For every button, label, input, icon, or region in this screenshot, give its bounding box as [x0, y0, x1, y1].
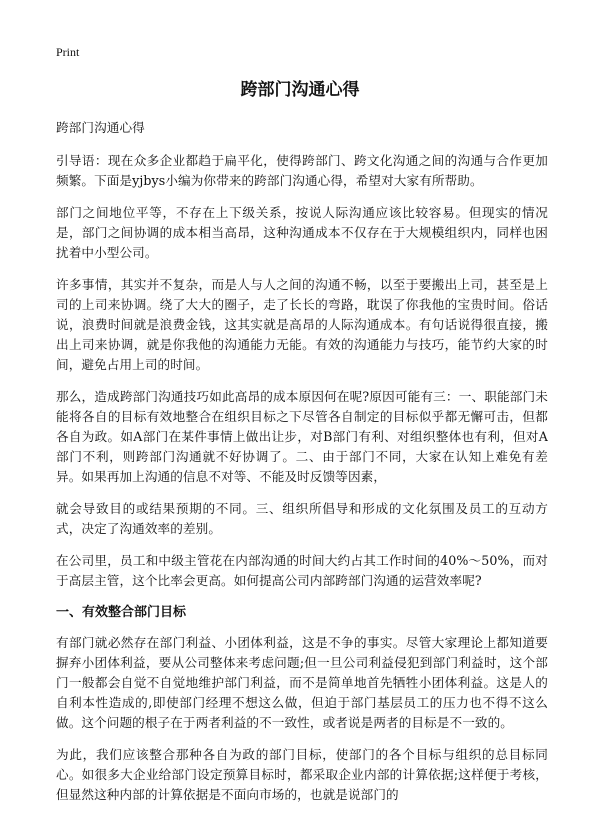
- paragraph-intro: 引导语：现在众多企业都趋于扁平化，使得跨部门、跨文化沟通之间的沟通与合作更加频繁。下面是yjbys小编为你带来的跨部门沟通心得，希望对大家有所帮助。: [56, 153, 548, 188]
- paragraph-4: 那么，造成跨部门沟通技巧如此高昂的成本原因何在呢?原因可能有三：一、职能部门未能将各自的目标有效地整合在组织目标之下尽管各自制定的目标似乎都无懈可击，但都各自为政。如A部门在某件事情上做出让步，对B部门有利、对组织整体也有利，但对A部门不利，则跨部门沟通就不好协调了。二、由于部门不同，大家在认知上难免有差异。如果再加上沟通的信息不对等、不能及时反馈等因素，: [56, 389, 548, 484]
- print-label: Print: [56, 45, 80, 59]
- article-body: [56, 118, 548, 817]
- paragraph-2: 部门之间地位平等，不存在上下级关系，按说人际沟通应该比较容易。但现实的情况是，部门之间协调的成本相当高昂，这种沟通成本不仅存在于大规模组织内，同样也困扰着中小型公司。: [56, 205, 548, 260]
- section-paragraph-2: 为此，我们应该整合那种各自为政的部门目标，使部门的各个目标与组织的总目标同心。如很多大企业给部门设定预算目标时，都采取企业内部的计算依据;这样便于考核，但显然这种内部的计算依据是不面向市场的，也就是说部门的: [56, 747, 548, 802]
- section-paragraph-1: 有部门就必然存在部门利益、小团体利益，这是不争的事实。尽管大家理论上都知道要摒弃小团体利益，要从公司整体来考虑问题;但一旦公司利益侵犯到部门利益时，这个部门一般都会自觉不自觉地维护部门利益，而不是简单地首先牺牲小团体利益。这是人的自利本性造成的,即使部门经理不想这么做，但迫于部门基层员工的压力也不得不这么做。这个问题的根子在于两者利益的不一致性，或者说是两者的目标是不一致的。: [56, 635, 548, 730]
- page-title: 跨部门沟通心得: [240, 80, 360, 100]
- article-subtitle: 跨部门沟通心得: [56, 120, 145, 135]
- paragraph-6: 在公司里，员工和中级主管花在内部沟通的时间大约占其工作时间的40%～50%，而对于高层主管，这个比率会更高。如何提高公司内部跨部门沟通的运营效率呢?: [56, 553, 548, 588]
- paragraph-3: 许多事情，其实并不复杂，而是人与人之间的沟通不畅，以至于要搬出上司，甚至是上司的上司来协调。绕了大大的圈子，走了长长的弯路，耽误了你我他的宝贵时间。俗话说，浪费时间就是浪费金钱，这其实就是高昂的人际沟通成本。有句话说得很直接，搬出上司来协调，就是你我他的沟通能力无能。有效的沟通能力与技巧，能节约大家的时间，避免占用上司的时间。: [56, 277, 548, 372]
- section-heading: 一、有效整合部门目标: [56, 605, 187, 620]
- paragraph-5: 就会导致目的或结果预期的不同。三、组织所倡导和形成的文化氛围及员工的互动方式，决定了沟通效率的差别。: [56, 501, 548, 536]
